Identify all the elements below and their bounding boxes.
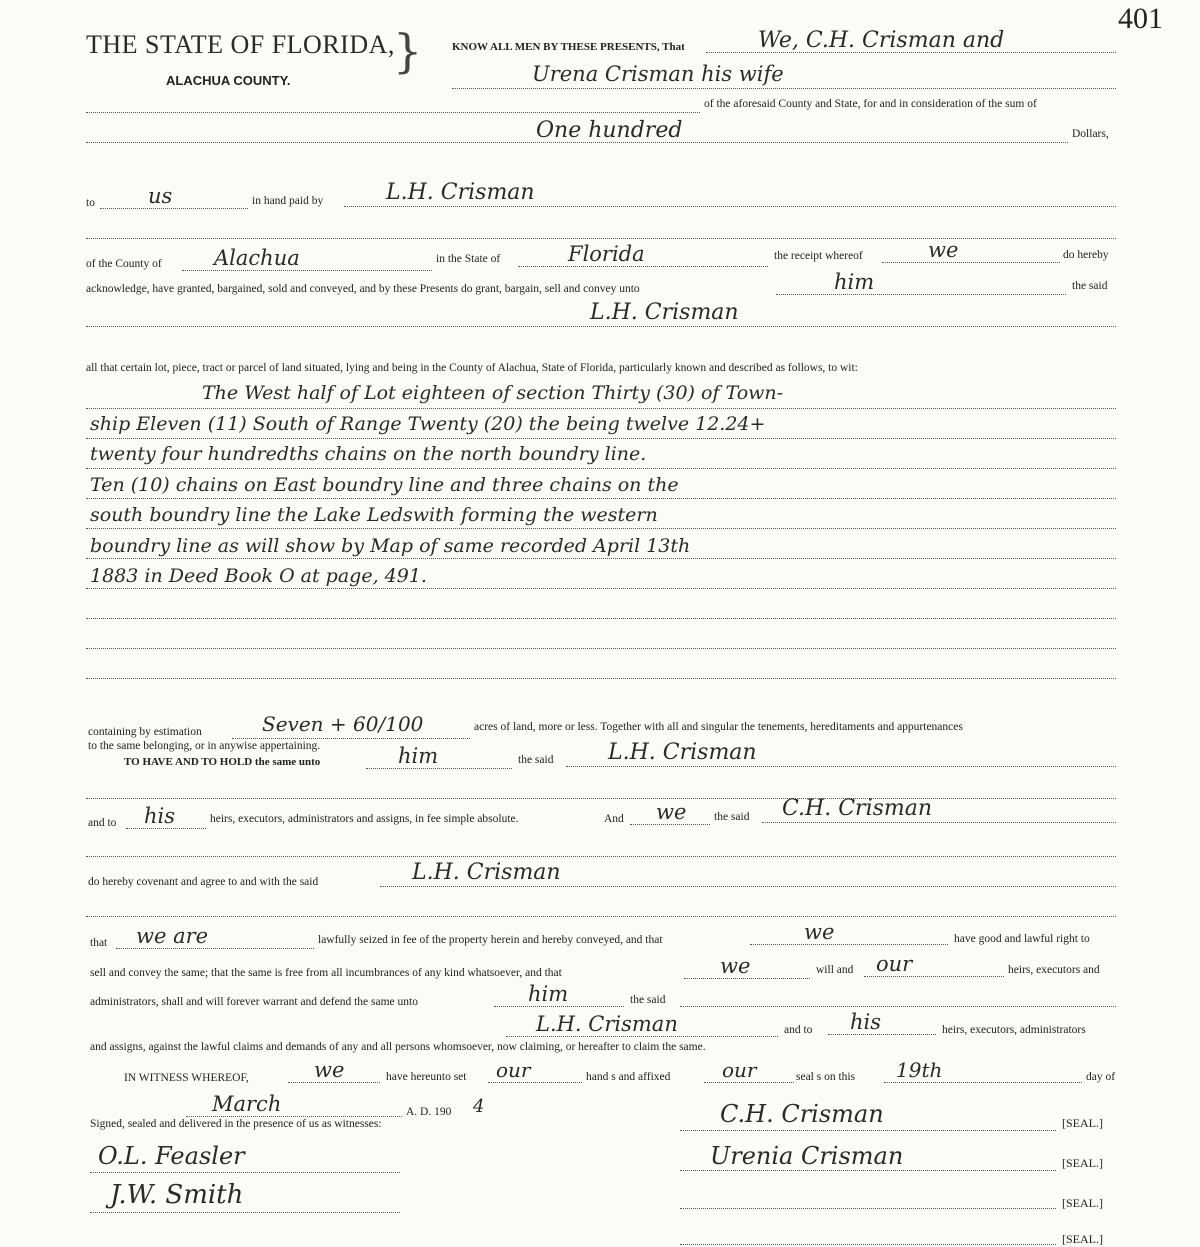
- dollars-label: Dollars,: [1072, 128, 1109, 140]
- to-value: us: [148, 184, 173, 208]
- consideration-text: of the aforesaid County and State, for and in consideration of the sum of: [704, 98, 1037, 110]
- and-to-label: and to: [88, 817, 117, 829]
- witness-seal: seal s on this: [796, 1071, 856, 1083]
- receipt-label: the receipt whereof: [774, 250, 863, 262]
- convey-grantee: L.H. Crisman: [590, 300, 739, 325]
- heirs-and: And: [604, 813, 624, 825]
- consideration-amount: One hundred: [536, 118, 683, 143]
- legal-line: The West half of Lot eighteen of section Thirty (30) of Town-: [202, 382, 784, 404]
- legal-line: ship Eleven (11) South of Range Twenty (20) the being twelve 12.24+: [90, 412, 766, 435]
- witness-day-value: 19th: [896, 1058, 943, 1082]
- witness-set: have hereunto set: [386, 1071, 467, 1083]
- county-title: ALACHUA COUNTY.: [166, 73, 291, 88]
- seal-label: [SEAL.]: [1062, 1156, 1103, 1170]
- belonging-text: to the same belonging, or in anywise appertaining.: [88, 740, 321, 752]
- state-title: THE STATE OF FLORIDA,: [86, 30, 395, 59]
- witness-label: IN WITNESS WHEREOF,: [124, 1072, 249, 1084]
- county-label: of the County of: [86, 258, 162, 270]
- heirs-text: heirs, executors, administrators and assigns, in fee simple absolute.: [210, 813, 519, 825]
- convey-unto-value: him: [834, 270, 875, 294]
- habendum-unto-value: him: [398, 744, 439, 768]
- seized-we: we: [804, 920, 835, 944]
- lot-intro-text: all that certain lot, piece, tract or parcel of land situated, lying and being in the County of Alachua, State of Florida, particularly known and described as follows, to wit:: [86, 362, 858, 374]
- covenant-grantee: L.H. Crisman: [412, 860, 561, 885]
- brace-glyph: }: [393, 24, 423, 78]
- do-hereby-label: do hereby: [1063, 249, 1109, 261]
- habendum-the-said: the said: [518, 754, 554, 766]
- grantors-line1: We, C.H. Crisman and: [758, 28, 1005, 53]
- legal-line: south boundry line the Lake Ledswith forming the western: [90, 504, 658, 526]
- signed-delivered: Signed, sealed and delivered in the presence of us as witnesses:: [90, 1118, 382, 1130]
- witness-day-of: day of: [1086, 1071, 1116, 1083]
- seized-right: have good and lawful right to: [954, 933, 1090, 945]
- legal-line: boundry line as will show by Map of same recorded April 13th: [90, 534, 691, 557]
- sell-text: sell and convey the same; that the same is free from all incumbrances of any kind whatsoever, and that: [90, 967, 562, 979]
- acres-text: acres of land, more or less. Together with all and singular the tenements, hereditaments and appurtenances: [474, 721, 963, 733]
- page-number: 401: [1118, 2, 1163, 35]
- seal-label: [SEAL.]: [1062, 1116, 1103, 1130]
- date-ad: A. D. 190: [406, 1106, 452, 1118]
- assigns-text: and assigns, against the lawful claims and demands of any and all persons whomsoever, now claiming, or hereafter to claim the same.: [90, 1041, 706, 1053]
- legal-description: [90, 378, 1120, 592]
- convey-the-said: the said: [1072, 280, 1108, 292]
- payer-name: L.H. Crisman: [386, 180, 535, 205]
- habendum-grantee: L.H. Crisman: [608, 740, 757, 765]
- warrant-the-said: the said: [630, 994, 666, 1006]
- witness-our1: our: [496, 1058, 531, 1082]
- seized-we-are: we are: [136, 924, 209, 948]
- receipt-value: we: [928, 238, 959, 262]
- witness-our2: our: [722, 1058, 757, 1082]
- legal-line: 1883 in Deed Book O at page, 491.: [90, 565, 427, 587]
- witness-hand: hand s and affixed: [586, 1071, 671, 1083]
- state-value: Florida: [568, 242, 645, 266]
- covenant-text: do hereby covenant and agree to and with the said: [88, 876, 319, 888]
- seal-label: [SEAL.]: [1062, 1232, 1103, 1246]
- to-label: to: [86, 197, 95, 209]
- warrant2-and-to: and to: [784, 1024, 813, 1036]
- witness-we: we: [314, 1058, 345, 1082]
- seal-label: [SEAL.]: [1062, 1196, 1103, 1210]
- sell-will-and: will and: [816, 964, 854, 976]
- sell-heirs: heirs, executors and: [1008, 964, 1100, 976]
- warrant2-his: his: [850, 1010, 882, 1034]
- habendum-label: TO HAVE AND TO HOLD the same unto: [124, 756, 321, 768]
- signature: C.H. Crisman: [720, 1100, 884, 1128]
- heirs-grantor: C.H. Crisman: [782, 796, 933, 821]
- witness-signature: O.L. Feasler: [98, 1142, 245, 1170]
- signature: Urenia Crisman: [710, 1142, 904, 1170]
- date-year-digit: 4: [473, 1096, 485, 1117]
- legal-line: Ten (10) chains on East boundry line and three chains on the: [90, 473, 679, 496]
- hand-paid-label: in hand paid by: [252, 195, 324, 207]
- heirs-the-said: the said: [714, 811, 750, 823]
- convey-text: acknowledge, have granted, bargained, sold and conveyed, and by these Presents do grant, bargain, sell and convey unto: [86, 283, 640, 295]
- date-month: March: [212, 1092, 282, 1116]
- containing-value: Seven + 60/100: [262, 712, 424, 736]
- warrant2-heirs: heirs, executors, administrators: [942, 1024, 1086, 1036]
- warrant2-grantee: L.H. Crisman: [536, 1012, 678, 1036]
- warrant-him: him: [528, 982, 569, 1006]
- state-label: in the State of: [436, 253, 501, 265]
- witness-signature: J.W. Smith: [110, 1180, 244, 1210]
- seized-text: lawfully seized in fee of the property herein and hereby conveyed, and that: [318, 934, 663, 946]
- grantors-line2: Urena Crisman his wife: [532, 62, 784, 86]
- know-all-text: KNOW ALL MEN BY THESE PRESENTS, That: [452, 41, 685, 53]
- seized-that: that: [90, 937, 108, 949]
- legal-line: twenty four hundredths chains on the north boundry line.: [90, 443, 647, 465]
- heirs-his: his: [144, 804, 176, 828]
- sell-our: our: [876, 952, 913, 976]
- heirs-we: we: [656, 800, 687, 824]
- warrant-text: administrators, shall and will forever warrant and defend the same unto: [90, 996, 418, 1008]
- county-value: Alachua: [214, 246, 300, 270]
- containing-label: containing by estimation: [88, 726, 202, 738]
- sell-we: we: [720, 954, 751, 978]
